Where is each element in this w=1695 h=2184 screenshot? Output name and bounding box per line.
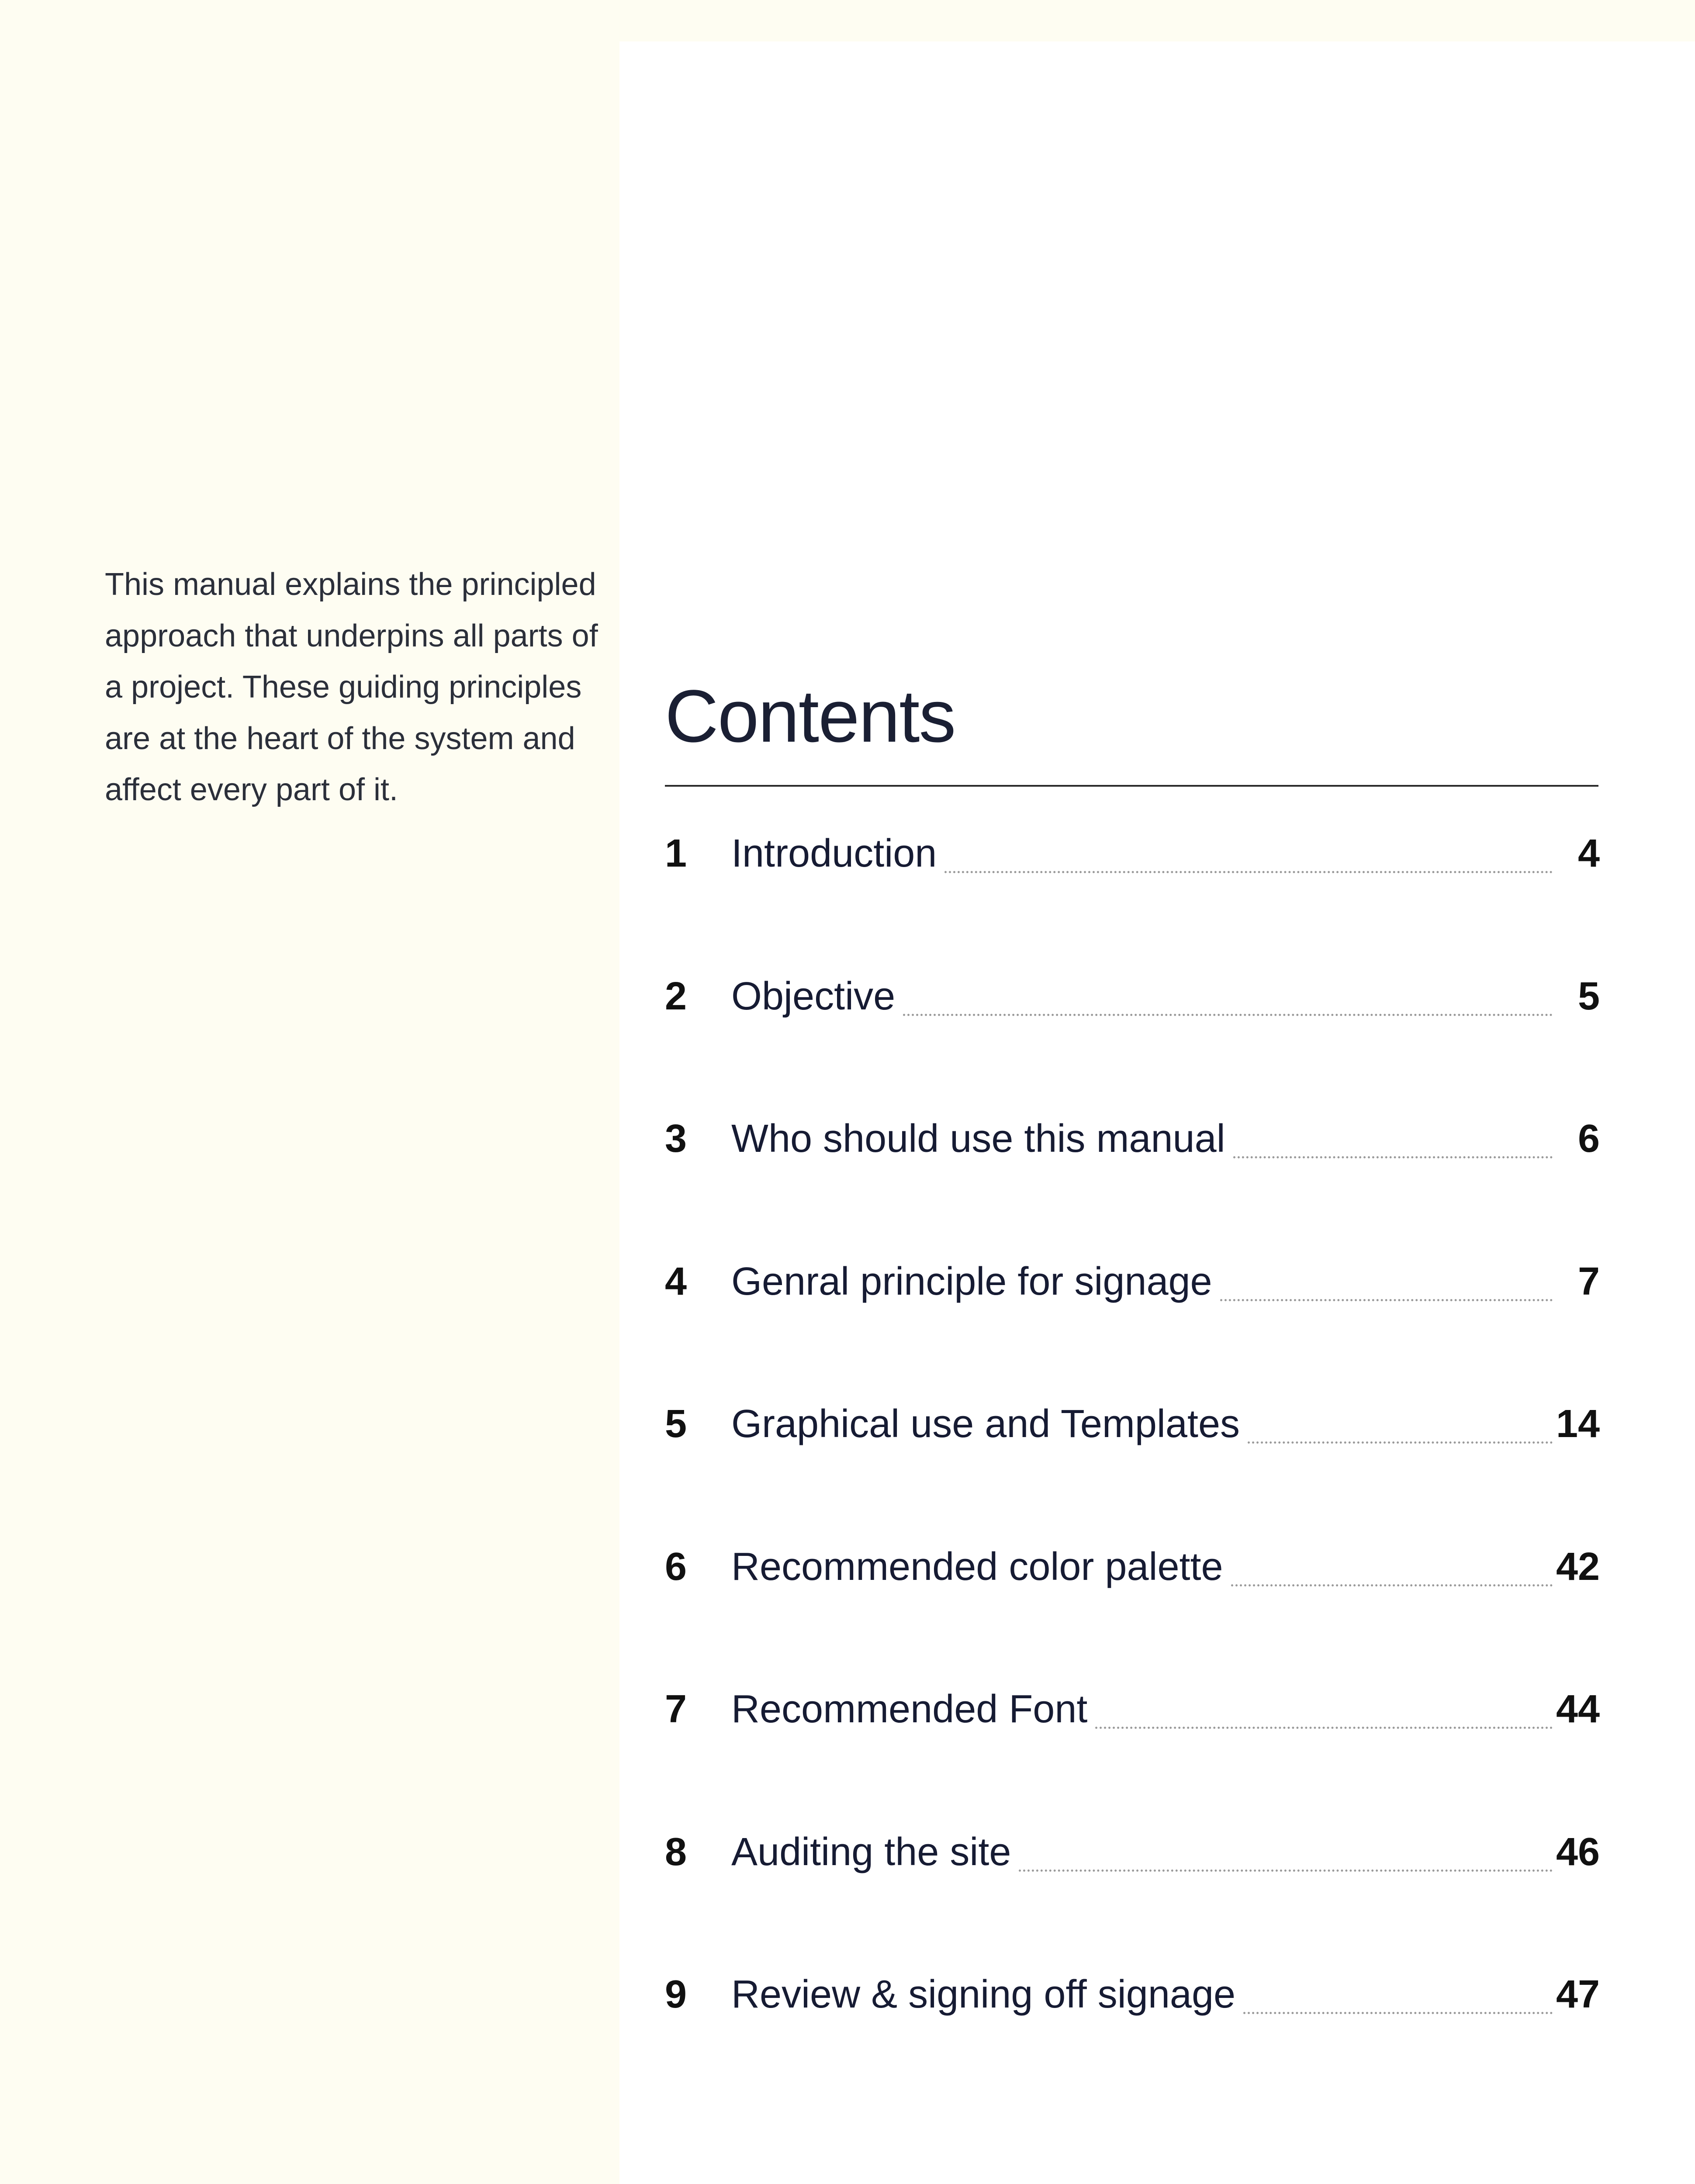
contents-list — [665, 830, 1600, 2114]
toc-entry-page: 14 — [1556, 1402, 1600, 1446]
toc-entry-label: Genral principle for signage — [731, 1259, 1212, 1303]
toc-entry-page: 44 — [1556, 1687, 1600, 1731]
toc-entry-introduction[interactable] — [665, 830, 1600, 973]
toc-entry-general-principle[interactable] — [665, 1258, 1600, 1401]
toc-entry-page: 42 — [1556, 1545, 1600, 1589]
toc-entry-number: 5 — [665, 1402, 687, 1446]
dot-leader — [1243, 1971, 1553, 2014]
dot-leader — [1233, 1115, 1553, 1158]
toc-entry-label: Auditing the site — [731, 1830, 1011, 1874]
toc-entry-label: Introduction — [731, 832, 937, 875]
toc-entry-label: Review & signing off signage — [731, 1973, 1236, 2016]
toc-entry-page: 6 — [1577, 1117, 1600, 1161]
toc-entry-review-signing[interactable] — [665, 1971, 1600, 2114]
toc-entry-label: Recommended color palette — [731, 1545, 1223, 1589]
toc-entry-number: 1 — [665, 832, 687, 875]
toc-entry-label: Recommended Font — [731, 1687, 1088, 1731]
contents-divider — [665, 785, 1598, 787]
toc-entry-label: Who should use this manual — [731, 1117, 1225, 1161]
top-band — [0, 0, 1695, 41]
toc-entry-label: Objective — [731, 974, 896, 1018]
toc-entry-number: 8 — [665, 1830, 687, 1874]
dot-leader — [944, 830, 1553, 873]
toc-entry-color-palette[interactable] — [665, 1543, 1600, 1686]
toc-entry-page: 5 — [1577, 974, 1600, 1018]
dot-leader — [1095, 1686, 1553, 1729]
toc-entry-number: 6 — [665, 1545, 687, 1589]
dot-leader — [903, 973, 1553, 1016]
intro-paragraph: This manual explains the principled approach that underpins all parts of a project. These guiding principles are at the heart of the system and affect every part of it. — [105, 567, 598, 807]
toc-entry-who-should-use[interactable] — [665, 1115, 1600, 1258]
toc-entry-page: 46 — [1556, 1830, 1600, 1874]
toc-entry-number: 2 — [665, 974, 687, 1018]
dot-leader — [1231, 1543, 1553, 1586]
toc-entry-number: 7 — [665, 1687, 687, 1731]
dot-leader — [1019, 1828, 1553, 1872]
toc-entry-number: 3 — [665, 1117, 687, 1161]
toc-entry-page: 4 — [1577, 832, 1600, 875]
toc-entry-objective[interactable] — [665, 973, 1600, 1116]
toc-entry-label: Graphical use and Templates — [731, 1402, 1240, 1446]
side-panel — [0, 41, 619, 2184]
toc-entry-number: 4 — [665, 1259, 687, 1303]
dot-leader — [1248, 1400, 1553, 1444]
toc-entry-number: 9 — [665, 1973, 687, 2016]
toc-entry-recommended-font[interactable] — [665, 1686, 1600, 1828]
contents-title: Contents — [665, 675, 955, 758]
toc-entry-graphical-use[interactable] — [665, 1400, 1600, 1543]
toc-entry-page: 7 — [1577, 1259, 1600, 1303]
dot-leader — [1220, 1258, 1553, 1301]
toc-entry-auditing[interactable] — [665, 1828, 1600, 1971]
toc-entry-page: 47 — [1556, 1973, 1600, 2016]
